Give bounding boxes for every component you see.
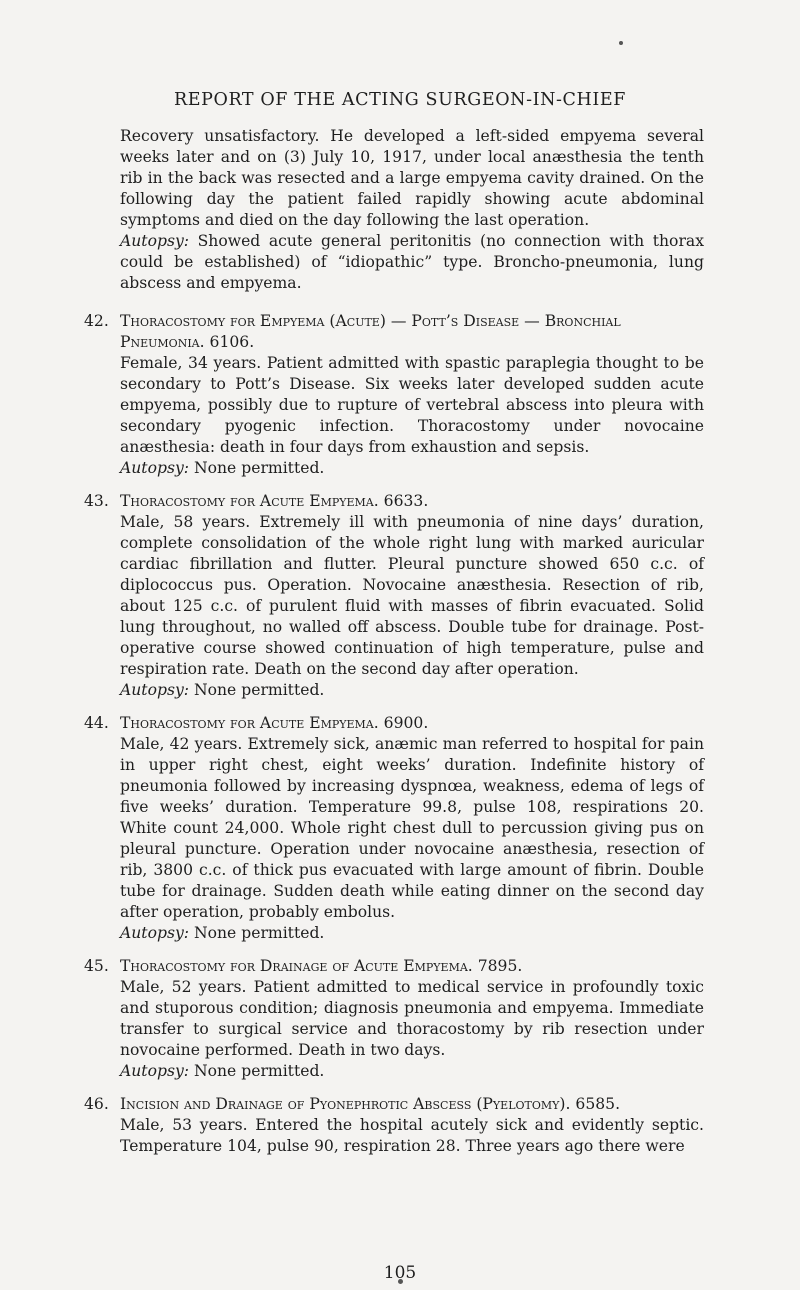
case-number: 42.	[84, 312, 109, 330]
case-title: Thoracostomy for Drainage of Acute Empyema. 7895.	[120, 957, 523, 975]
case-body: Male, 58 years. Extremely ill with pneumonia of nine days’ duration, complete consolidation of the whole right lung with marked auricular cardiac fibrillation and flutter. Pleural puncture showed 650 c.c. of diplococcus pus. Operation. Novocaine anæsthesia. Resection of rib, about 125 c.c. of purulent fluid with masses of fibrin evacuated. Solid lung throughout, no walled off abscess. Double tube for drainage. Post-operative course showed continuation of high temperature, pulse and respiration rate. Death on the second day after operation.	[120, 513, 704, 678]
case-title: Incision and Drainage of Pyonephrotic Abscess (Pyelotomy). 6585.	[120, 1095, 621, 1113]
case-heading	[84, 956, 704, 977]
case-45	[84, 956, 704, 1082]
page-number: 105	[383, 1263, 417, 1283]
case-body: Male, 53 years. Entered the hospital acutely sick and evidently septic. Temperature 104, pulse 90, respiration 28. Three years ago there were	[120, 1116, 704, 1155]
page-body	[84, 126, 704, 1157]
autopsy-text: None permitted.	[193, 681, 325, 699]
case-number: 43.	[84, 492, 109, 510]
case-44	[84, 713, 704, 944]
autopsy-text: Showed acute general peritonitis (no connection with thorax could be established) of “idiopathic” type. Broncho-pneumonia, lung abscess and empyema.	[120, 232, 704, 292]
running-head: REPORT OF THE ACTING SURGEON-IN-CHIEF	[173, 90, 627, 110]
continuation-paragraph: Recovery unsatisfactory. He developed a left-sided empyema several weeks later and on (3) July 10, 1917, under local anæsthesia the tenth rib in the back was resected and a large empyema cavity drained. On the following day the patient failed rapidly showing acute abdominal symptoms and died on the day following the last operation.	[120, 127, 704, 229]
case-title: Thoracostomy for Empyema (Acute) — Pott’s Disease — Bronchial	[120, 312, 621, 330]
case-title: Thoracostomy for Acute Empyema. 6633.	[120, 492, 429, 510]
autopsy-line	[120, 923, 704, 944]
autopsy-text: None permitted.	[193, 924, 325, 942]
autopsy-text: None permitted.	[193, 1062, 325, 1080]
case-body: Male, 42 years. Extremely sick, anæmic man referred to hospital for pain in upper right chest, eight weeks’ duration. Indefinite history of pneumonia followed by increasing dyspnœa, weakness, edema of legs of five weeks’ duration. Temperature 99.8, pulse 108, respirations 20. White count 24,000. Whole right chest dull to percussion giving pus on pleural puncture. Operation under novocaine anæsthesia, resection of rib, 3800 c.c. of thick pus evacuated with large amount of fibrin. Double tube for drainage. Sudden death while eating dinner on the second day after operation, probably embolus.	[120, 735, 704, 921]
autopsy-line	[120, 680, 704, 701]
case-42	[84, 311, 704, 479]
case-continuation	[84, 126, 704, 294]
case-heading	[84, 491, 704, 512]
case-heading	[84, 1094, 704, 1115]
autopsy-line	[120, 1061, 704, 1082]
case-title-continued: Pneumonia. 6106.	[120, 333, 255, 351]
autopsy-label: Autopsy:	[120, 232, 190, 250]
case-body: Male, 52 years. Patient admitted to medical service in profoundly toxic and stuporous condition; diagnosis pneumonia and empyema. Immediate transfer to surgical service and thoracostomy by rib resection under novocaine performed. Death in two days.	[120, 978, 704, 1059]
case-title: Thoracostomy for Acute Empyema. 6900.	[120, 714, 429, 732]
autopsy-label: Autopsy:	[120, 1062, 190, 1080]
case-46	[84, 1094, 704, 1157]
case-43	[84, 491, 704, 701]
case-body: Female, 34 years. Patient admitted with spastic paraplegia thought to be secondary to Pott’s Disease. Six weeks later developed sudden acute empyema, possibly due to rupture of vertebral abscess into pleura with secondary pyogenic infection. Thoracostomy under novocaine anæsthesia: death in four days from exhaustion and sepsis.	[120, 354, 704, 456]
autopsy-text: None permitted.	[193, 459, 325, 477]
case-heading	[84, 713, 704, 734]
paper-speck	[619, 41, 623, 45]
case-number: 45.	[84, 957, 109, 975]
case-number: 44.	[84, 714, 109, 732]
autopsy-label: Autopsy:	[120, 681, 190, 699]
autopsy-line	[120, 458, 704, 479]
case-heading	[84, 311, 704, 332]
autopsy-label: Autopsy:	[120, 924, 190, 942]
autopsy-label: Autopsy:	[120, 459, 190, 477]
autopsy-line	[120, 231, 704, 294]
case-number: 46.	[84, 1095, 109, 1113]
